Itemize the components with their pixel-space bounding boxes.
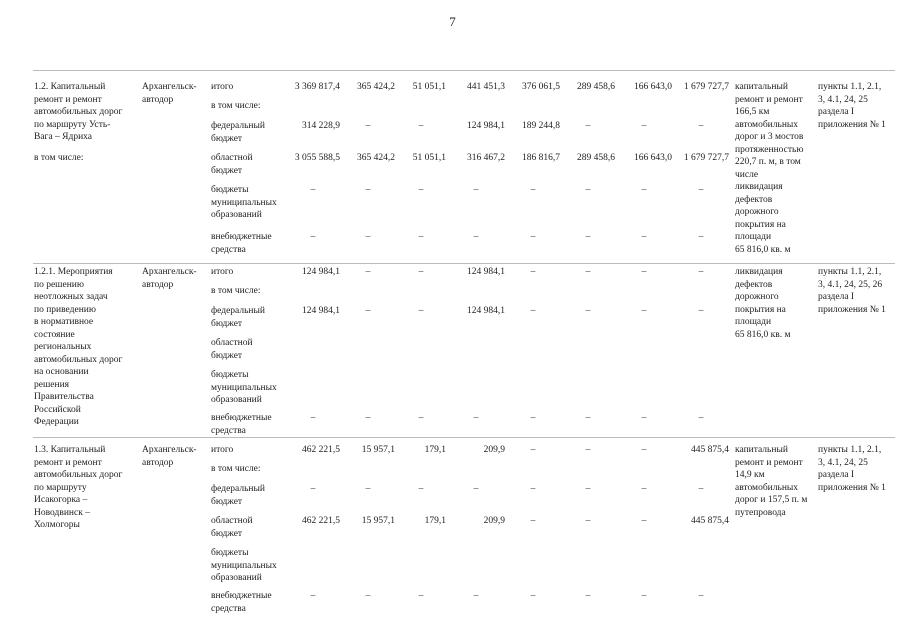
result-line: ликвидация xyxy=(735,267,783,277)
result-line: площади xyxy=(735,232,772,242)
amount-cell: – xyxy=(698,232,704,242)
amount-cell: – xyxy=(530,516,536,526)
executor-line: автодор xyxy=(142,94,174,105)
amount-cell: – xyxy=(418,185,424,195)
funding-source-label: бюджет xyxy=(211,350,243,361)
funding-source-label: бюджет xyxy=(211,165,243,176)
executor-line: Архангельск- xyxy=(142,445,197,455)
amount-cell: – xyxy=(530,484,536,494)
amount-cell: – xyxy=(310,232,316,242)
funding-source-label: федеральный xyxy=(211,306,265,316)
amount-cell: 124 984,1 xyxy=(302,267,340,277)
activity-name-line: региональных xyxy=(34,342,92,352)
amount-cell: – xyxy=(530,591,536,601)
activity-name-line: Холмогоры xyxy=(34,520,80,530)
funding-source-label: областной xyxy=(211,516,253,526)
reference-line: раздела I xyxy=(818,107,855,117)
reference-line: 3, 4.1, 24, 25 xyxy=(818,94,868,105)
funding-source-label: бюджеты xyxy=(211,548,249,558)
result-line: ликвидация xyxy=(735,182,783,192)
amount-cell: – xyxy=(530,413,536,423)
amount-cell: – xyxy=(365,484,371,494)
amount-cell: – xyxy=(310,591,316,601)
activity-name-line: ремонт и ремонт xyxy=(34,457,102,468)
funding-source-label: областной xyxy=(211,153,253,163)
funding-source-label: бюджеты xyxy=(211,185,249,195)
funding-source-label: бюджет xyxy=(211,528,243,539)
amount-cell: 1 679 727,7 xyxy=(683,82,729,92)
result-line: дорог и 3 мостов xyxy=(735,132,804,142)
amount-cell: – xyxy=(585,121,591,131)
funding-source-label: в том числе: xyxy=(211,101,261,111)
funding-source-label: итого xyxy=(211,445,234,455)
amount-cell: – xyxy=(698,121,704,131)
amount-cell: 314 228,9 xyxy=(302,121,340,131)
reference-line: пункты 1.1, 2.1, xyxy=(818,82,882,92)
amount-cell: – xyxy=(473,591,479,601)
funding-source-label: бюджет xyxy=(211,496,243,507)
activity-name-line: Российской xyxy=(34,404,81,415)
amount-cell: – xyxy=(641,306,647,316)
funding-source-label: итого xyxy=(211,82,234,92)
amount-cell: – xyxy=(310,413,316,423)
funding-source-label: образований xyxy=(211,210,262,220)
funding-source-label: федеральный xyxy=(211,484,265,494)
amount-cell: – xyxy=(310,185,316,195)
funding-source-label: внебюджетные xyxy=(211,413,272,423)
result-line: капитальный xyxy=(735,82,788,92)
amount-cell: – xyxy=(418,591,424,601)
amount-cell: – xyxy=(310,484,316,494)
executor-line: Архангельск- xyxy=(142,267,197,277)
amount-cell: – xyxy=(418,232,424,242)
section-divider xyxy=(33,437,895,438)
section-divider xyxy=(33,263,895,264)
amount-cell: – xyxy=(698,185,704,195)
result-line: 65 816,0 кв. м xyxy=(735,244,791,255)
reference-line: 3, 4.1, 24, 25, 26 xyxy=(818,279,883,290)
reference-line: раздела I xyxy=(818,470,855,480)
amount-cell: 186 816,7 xyxy=(522,153,560,163)
amount-cell: – xyxy=(473,232,479,242)
amount-cell: 376 061,5 xyxy=(522,82,560,92)
funding-source-label: в том числе: xyxy=(211,286,261,296)
amount-cell: 365 424,2 xyxy=(357,153,395,163)
amount-cell: – xyxy=(585,445,591,455)
amount-cell: – xyxy=(698,591,704,601)
activity-name-line: решения xyxy=(34,379,70,390)
amount-cell: – xyxy=(585,516,591,526)
activity-name-line: неотложных задач xyxy=(34,292,108,302)
activity-name-line: Федерации xyxy=(34,417,79,427)
result-line: протяженностью xyxy=(735,144,804,155)
amount-cell: – xyxy=(641,232,647,242)
amount-cell: 445 875,4 xyxy=(691,516,729,526)
result-line: дорожного xyxy=(735,292,779,302)
activity-name-line: по маршруту Усть- xyxy=(34,119,111,130)
amount-cell: – xyxy=(641,121,647,131)
amount-cell: – xyxy=(530,306,536,316)
activity-name-line: на основании xyxy=(34,367,89,377)
executor-line: Архангельск- xyxy=(142,82,197,92)
funding-source-label: средства xyxy=(211,425,246,436)
result-line: покрытия на xyxy=(735,304,786,315)
funding-source-label: образований xyxy=(211,395,262,405)
reference-line: пункты 1.1, 2.1, xyxy=(818,445,882,455)
amount-cell: – xyxy=(418,484,424,494)
activity-name-line: состояние xyxy=(34,329,75,340)
amount-cell: – xyxy=(365,232,371,242)
funding-source-label: областной xyxy=(211,338,253,348)
amount-cell: 166 643,0 xyxy=(634,153,672,163)
result-line: автомобильных xyxy=(735,119,799,130)
funding-source-label: бюджеты xyxy=(211,370,249,380)
funding-source-label: средства xyxy=(211,603,246,614)
amount-cell: – xyxy=(585,591,591,601)
amount-cell: – xyxy=(641,516,647,526)
amount-cell: 15 957,1 xyxy=(361,516,395,526)
result-line: ремонт и ремонт xyxy=(735,94,803,105)
result-line: дефектов xyxy=(735,279,773,290)
amount-cell: – xyxy=(641,413,647,423)
activity-name-line: 1.3. Капитальный xyxy=(34,445,106,455)
amount-cell: 51 051,1 xyxy=(412,82,446,92)
amount-cell: 189 244,8 xyxy=(522,121,560,131)
activity-name-line: по маршруту xyxy=(34,482,87,493)
amount-cell: 166 643,0 xyxy=(634,82,672,92)
amount-cell: – xyxy=(641,267,647,277)
result-line: 14,9 км xyxy=(735,470,765,480)
amount-cell: – xyxy=(473,484,479,494)
amount-cell: – xyxy=(530,185,536,195)
amount-cell: – xyxy=(585,484,591,494)
amount-cell: – xyxy=(473,185,479,195)
result-line: 65 816,0 кв. м xyxy=(735,329,791,340)
amount-cell: – xyxy=(641,591,647,601)
amount-cell: – xyxy=(530,267,536,277)
amount-cell: – xyxy=(698,306,704,316)
result-line: 220,7 п. м, в том xyxy=(735,157,801,167)
amount-cell: – xyxy=(418,121,424,131)
funding-source-label: средства xyxy=(211,244,246,255)
funding-source-label: бюджет xyxy=(211,318,243,329)
amount-cell: 15 957,1 xyxy=(361,445,395,455)
amount-cell: – xyxy=(365,185,371,195)
amount-cell: 209,9 xyxy=(483,445,505,455)
result-line: дорог и 157,5 п. м xyxy=(735,495,808,505)
amount-cell: 124 984,1 xyxy=(467,267,505,277)
funding-source-label: образований xyxy=(211,573,262,583)
amount-cell: – xyxy=(585,185,591,195)
result-line: ремонт и ремонт xyxy=(735,457,803,468)
amount-cell: 179,1 xyxy=(424,445,446,455)
amount-cell: 3 055 588,5 xyxy=(294,153,340,163)
amount-cell: 462 221,5 xyxy=(302,516,340,526)
reference-line: раздела I xyxy=(818,292,855,302)
funding-source-label: бюджет xyxy=(211,133,243,144)
activity-name-line: по решению xyxy=(34,279,84,290)
amount-cell: 289 458,6 xyxy=(577,153,615,163)
activity-name-line: по приведению xyxy=(34,304,96,315)
result-line: площади xyxy=(735,317,772,327)
amount-cell: – xyxy=(365,306,371,316)
activity-name-line: автомобильных дорог xyxy=(34,470,123,480)
amount-cell: 1 679 727,7 xyxy=(683,153,729,163)
amount-cell: – xyxy=(365,413,371,423)
activity-name-line: Правительства xyxy=(34,392,94,402)
amount-cell: – xyxy=(473,413,479,423)
page-number: 7 xyxy=(449,14,456,29)
activity-name-line: Исакогорка – xyxy=(34,495,88,505)
amount-cell: – xyxy=(418,306,424,316)
funding-source-label: муниципальных xyxy=(211,560,277,571)
amount-cell: – xyxy=(530,445,536,455)
amount-cell: – xyxy=(698,267,704,277)
amount-cell: 51 051,1 xyxy=(412,153,446,163)
amount-cell: 365 424,2 xyxy=(357,82,395,92)
amount-cell: – xyxy=(585,306,591,316)
reference-line: пункты 1.1, 2.1, xyxy=(818,267,882,277)
result-line: капитальный xyxy=(735,445,788,455)
amount-cell: – xyxy=(641,445,647,455)
funding-source-label: в том числе: xyxy=(211,464,261,474)
amount-cell: 124 984,1 xyxy=(467,121,505,131)
activity-name-line: Новодвинск – xyxy=(34,507,90,518)
table-top-rule xyxy=(33,70,895,71)
amount-cell: – xyxy=(641,484,647,494)
funding-source-label: муниципальных xyxy=(211,197,277,208)
amount-cell: – xyxy=(641,185,647,195)
amount-cell: 124 984,1 xyxy=(467,306,505,316)
amount-cell: – xyxy=(585,413,591,423)
amount-cell: – xyxy=(698,413,704,423)
result-line: автомобильных xyxy=(735,482,799,493)
activity-name-line: 1.2. Капитальный xyxy=(34,82,106,92)
funding-source-label: итого xyxy=(211,267,234,277)
activity-name-line: автомобильных дорог xyxy=(34,107,123,117)
funding-source-label: федеральный xyxy=(211,121,265,131)
result-line: путепровода xyxy=(735,507,786,518)
amount-cell: – xyxy=(585,232,591,242)
funding-source-label: внебюджетные xyxy=(211,591,272,601)
result-line: дефектов xyxy=(735,194,773,205)
amount-cell: – xyxy=(365,121,371,131)
amount-cell: 209,9 xyxy=(483,516,505,526)
amount-cell: 445 875,4 xyxy=(691,445,729,455)
amount-cell: 124 984,1 xyxy=(302,306,340,316)
amount-cell: 462 221,5 xyxy=(302,445,340,455)
amount-cell: 441 451,3 xyxy=(467,82,505,92)
amount-cell: – xyxy=(418,413,424,423)
result-line: дорожного xyxy=(735,207,779,217)
activity-name-line: автомобильных дорог xyxy=(34,354,123,365)
funding-source-label: внебюджетные xyxy=(211,232,272,242)
result-line: покрытия на xyxy=(735,219,786,230)
reference-line: приложения № 1 xyxy=(818,304,886,315)
amount-cell: 3 369 817,4 xyxy=(294,82,340,92)
activity-name-line: в нормативное xyxy=(34,317,94,327)
result-line: 166,5 км xyxy=(735,107,770,117)
amount-cell: – xyxy=(585,267,591,277)
funding-source-label: муниципальных xyxy=(211,382,277,393)
activity-name-line: ремонт и ремонт xyxy=(34,94,102,105)
amount-cell: – xyxy=(698,484,704,494)
amount-cell: 179,1 xyxy=(424,516,446,526)
activity-name-line: Вага – Ядриха xyxy=(34,132,93,142)
amount-cell: – xyxy=(365,591,371,601)
result-line: числе xyxy=(735,169,759,180)
amount-cell: 289 458,6 xyxy=(577,82,615,92)
amount-cell: – xyxy=(365,267,371,277)
reference-line: 3, 4.1, 24, 25 xyxy=(818,457,868,468)
activity-note-line: в том числе: xyxy=(34,153,84,163)
executor-line: автодор xyxy=(142,457,174,468)
reference-line: приложения № 1 xyxy=(818,482,886,493)
amount-cell: – xyxy=(418,267,424,277)
activity-name-line: 1.2.1. Мероприятия xyxy=(34,267,113,277)
executor-line: автодор xyxy=(142,279,174,290)
reference-line: приложения № 1 xyxy=(818,119,886,130)
amount-cell: – xyxy=(530,232,536,242)
amount-cell: 316 467,2 xyxy=(467,153,505,163)
